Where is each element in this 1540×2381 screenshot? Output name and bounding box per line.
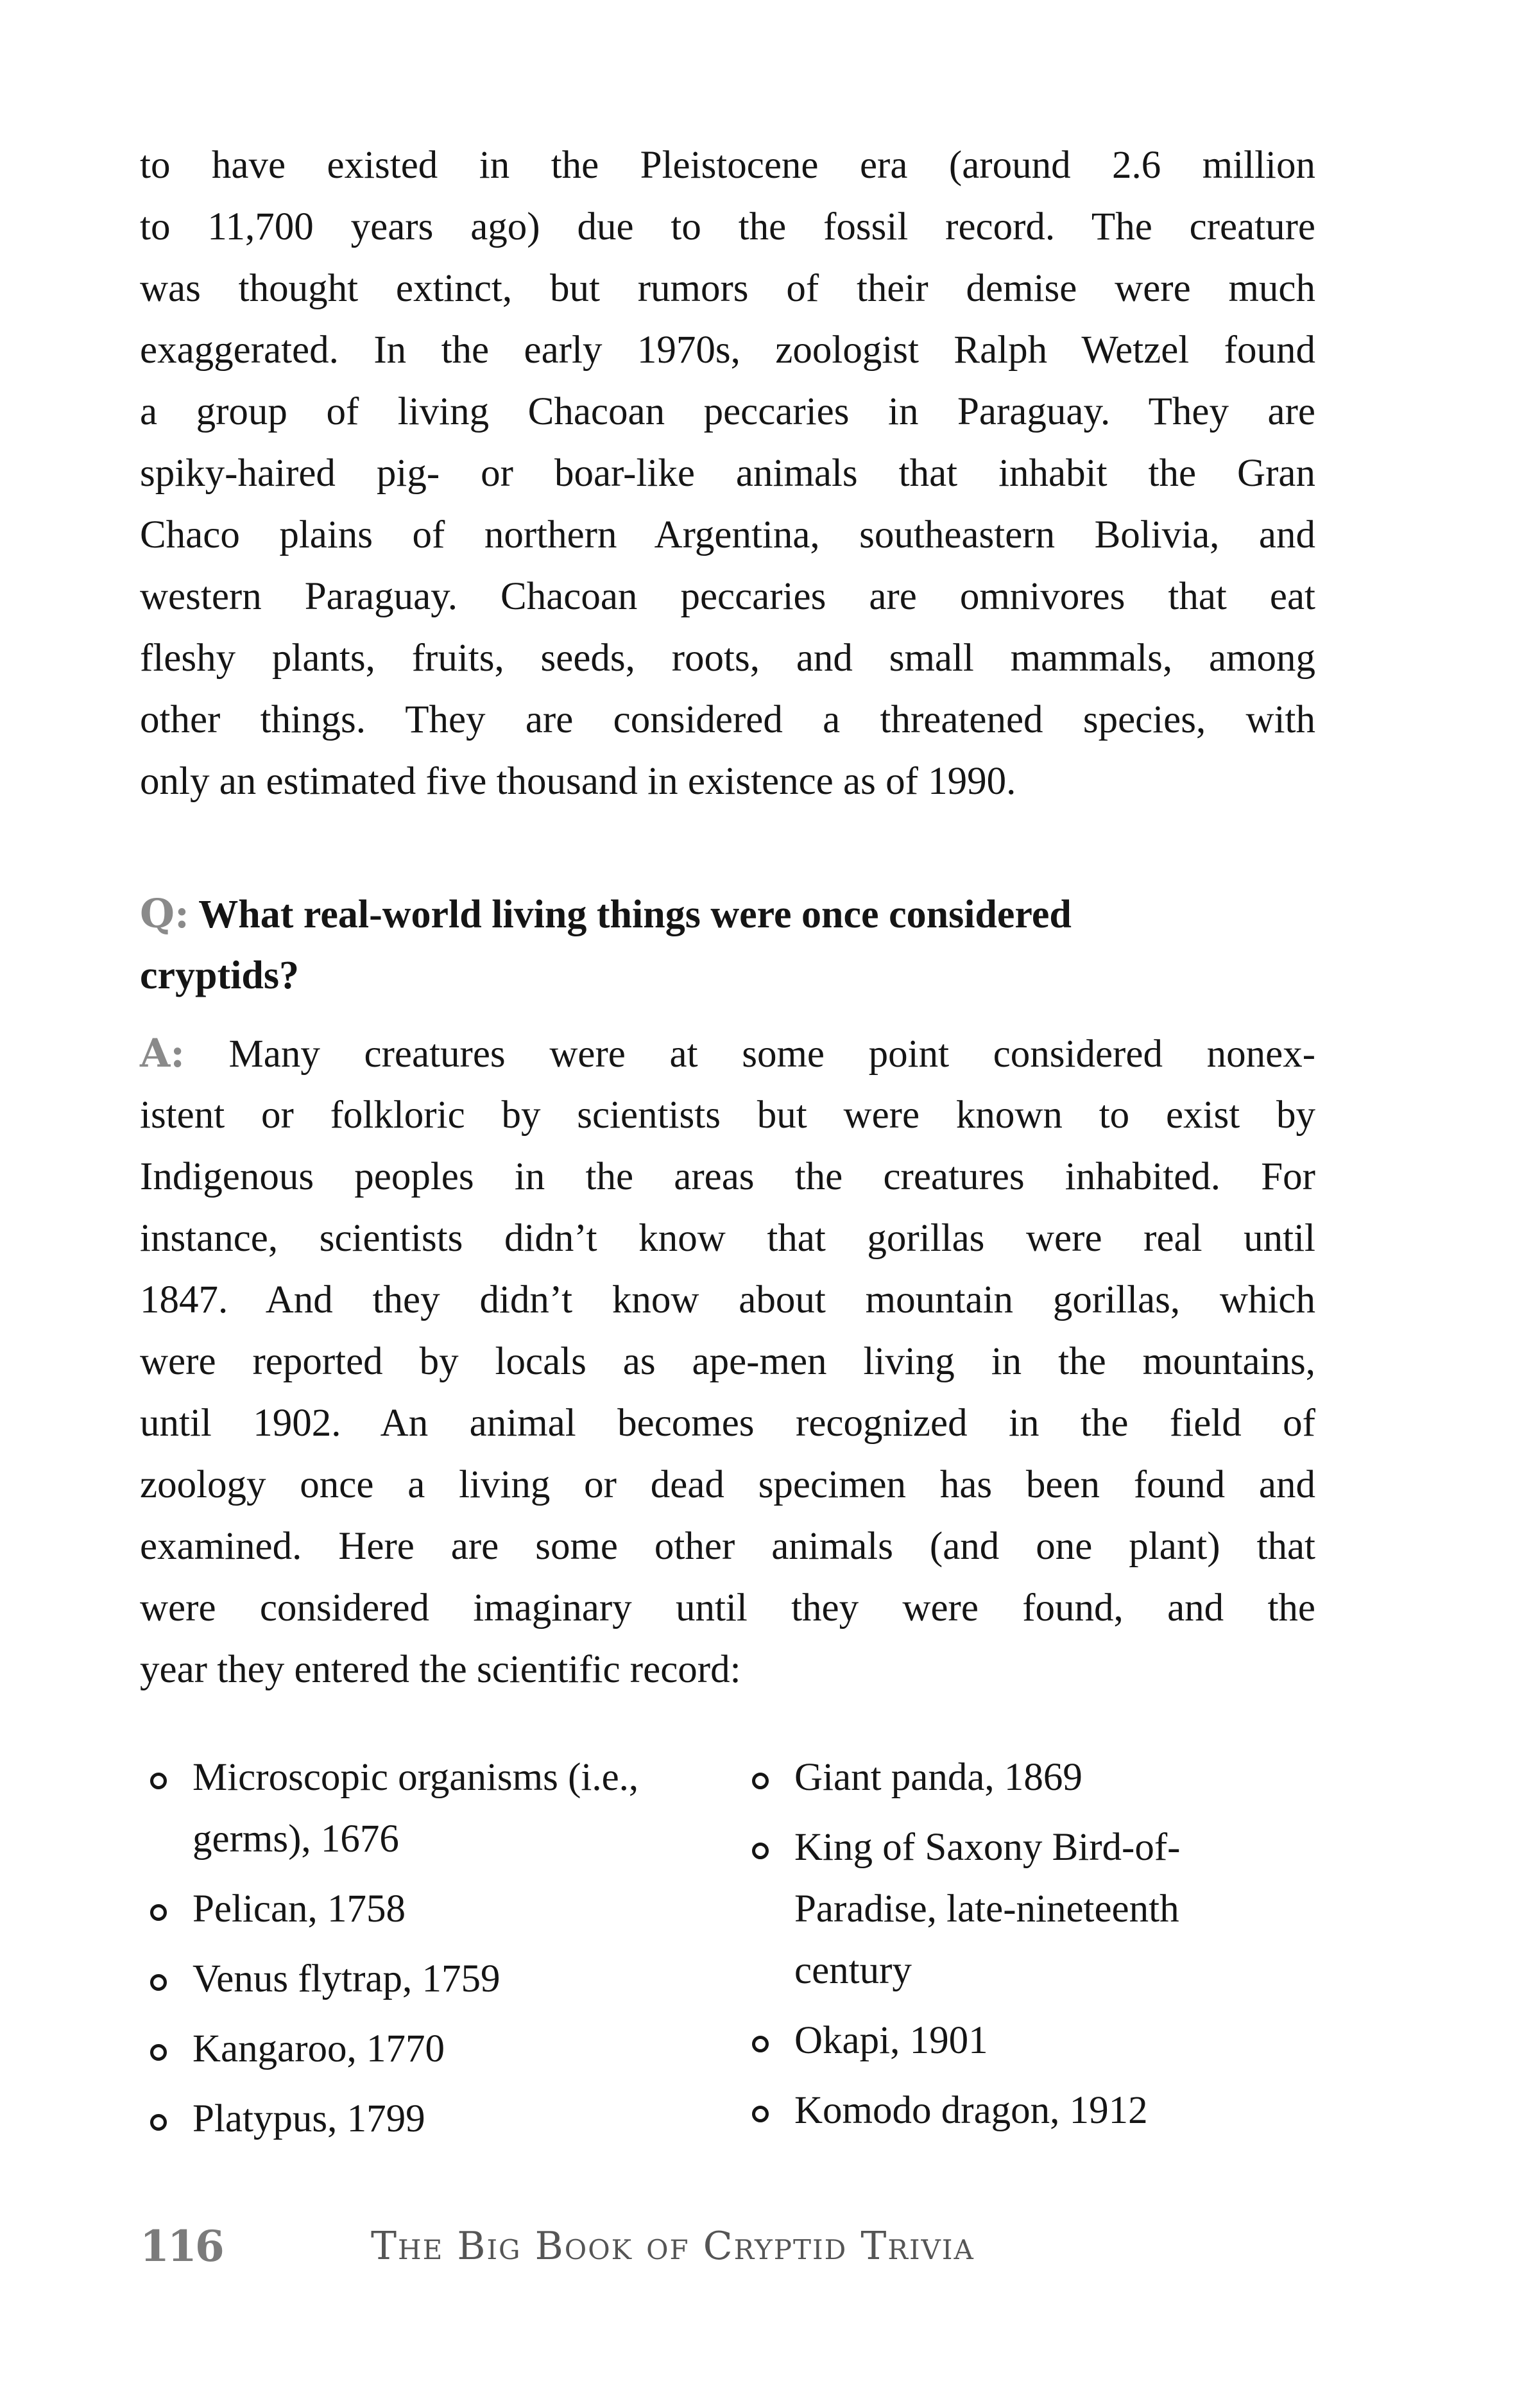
list-item-text: Kangaroo, 1770 bbox=[193, 2027, 445, 2070]
list-item-text: King of Saxony Bird-of-Paradise, late-nineteenth century bbox=[794, 1826, 1181, 1992]
text-line: examined. Here are some other animals (and one plant) that bbox=[140, 1525, 1315, 1568]
text-line: to 11,700 years ago) due to the fossil record. The creature bbox=[140, 205, 1315, 248]
text-line: western Paraguay. Chacoan peccaries are omnivores that eat bbox=[140, 575, 1315, 618]
list-item-text: Venus flytrap, 1759 bbox=[193, 1957, 501, 2000]
question-label: Q: bbox=[140, 890, 189, 937]
circle-bullet-icon bbox=[752, 2106, 769, 2122]
text-line: exaggerated. In the early 1970s, zoologist Ralph Wetzel found bbox=[140, 329, 1315, 372]
question-heading bbox=[140, 883, 1315, 1006]
page-footer bbox=[140, 2217, 975, 2275]
text-line: fleshy plants, fruits, seeds, roots, and small mammals, among bbox=[140, 637, 1315, 680]
bullet-list-left bbox=[150, 1747, 676, 2158]
page-number: 116 bbox=[140, 2221, 223, 2271]
list-item-text: Giant panda, 1869 bbox=[794, 1756, 1082, 1799]
circle-bullet-icon bbox=[752, 1843, 769, 1859]
text-line: 1847. And they didn’t know about mountain gorillas, which bbox=[140, 1278, 1315, 1321]
list-item-text: Platypus, 1799 bbox=[193, 2097, 425, 2140]
text-line: year they entered the scientific record: bbox=[140, 1648, 741, 1691]
text-line: istent or folkloric by scientists but were known to exist by bbox=[140, 1094, 1315, 1137]
text-line: were considered imaginary until they were found, and the bbox=[140, 1586, 1315, 1629]
text-line: a group of living Chacoan peccaries in Paraguay. They are bbox=[140, 390, 1315, 433]
text-line: until 1902. An animal becomes recognized in the field of bbox=[140, 1402, 1315, 1445]
running-title: The Big Book of Cryptid Trivia bbox=[371, 2224, 975, 2269]
circle-bullet-icon bbox=[752, 2036, 769, 2052]
text-line: to have existed in the Pleistocene era (around 2.6 million bbox=[140, 144, 1315, 187]
circle-bullet-icon bbox=[752, 1773, 769, 1789]
list-item bbox=[752, 2080, 1317, 2142]
list-item bbox=[752, 1817, 1205, 2002]
list-item bbox=[752, 2010, 1317, 2072]
circle-bullet-icon bbox=[150, 2044, 167, 2061]
list-item bbox=[150, 2018, 676, 2080]
question-text: cryptids? bbox=[140, 954, 299, 997]
circle-bullet-icon bbox=[150, 1974, 167, 1991]
list-item bbox=[150, 1747, 676, 1870]
text-line: Indigenous peoples in the areas the creatures inhabited. For bbox=[140, 1155, 1315, 1198]
circle-bullet-icon bbox=[150, 1773, 167, 1789]
text-line: instance, scientists didn’t know that gorillas were real until bbox=[140, 1217, 1315, 1260]
text-line: only an estimated five thousand in existence as of 1990. bbox=[140, 760, 1016, 803]
text-line: zoology once a living or dead specimen has been found and bbox=[140, 1463, 1315, 1506]
answer-label: A: bbox=[140, 1031, 185, 1076]
text-line: other things. They are considered a threatened species, with bbox=[140, 698, 1315, 741]
text-line: were reported by locals as ape-men living in the mountains, bbox=[140, 1340, 1315, 1383]
text-line: Chaco plains of northern Argentina, southeastern Bolivia, and bbox=[140, 513, 1315, 556]
list-item bbox=[150, 2088, 676, 2150]
intro-paragraph bbox=[140, 135, 1315, 812]
question-text: What real-world living things were once considered bbox=[198, 893, 1072, 936]
list-item bbox=[752, 1747, 1317, 1809]
answer-first-line: Many creatures were at some point considered nonex- bbox=[228, 1033, 1316, 1076]
answer-paragraph bbox=[140, 1023, 1315, 1701]
list-item-text: Komodo dragon, 1912 bbox=[794, 2089, 1148, 2132]
list-item bbox=[150, 1948, 676, 2010]
list-item bbox=[150, 1878, 676, 1940]
list-item-text: Microscopic organisms (i.e., germs), 1676 bbox=[193, 1756, 639, 1861]
list-item-text: Okapi, 1901 bbox=[794, 2019, 988, 2062]
circle-bullet-icon bbox=[150, 1904, 167, 1921]
circle-bullet-icon bbox=[150, 2114, 167, 2131]
list-item-text: Pelican, 1758 bbox=[193, 1887, 406, 1930]
text-line: spiky-haired pig- or boar-like animals that inhabit the Gran bbox=[140, 452, 1315, 495]
text-line: was thought extinct, but rumors of their demise were much bbox=[140, 267, 1315, 310]
bullet-list-right bbox=[752, 1747, 1317, 2150]
